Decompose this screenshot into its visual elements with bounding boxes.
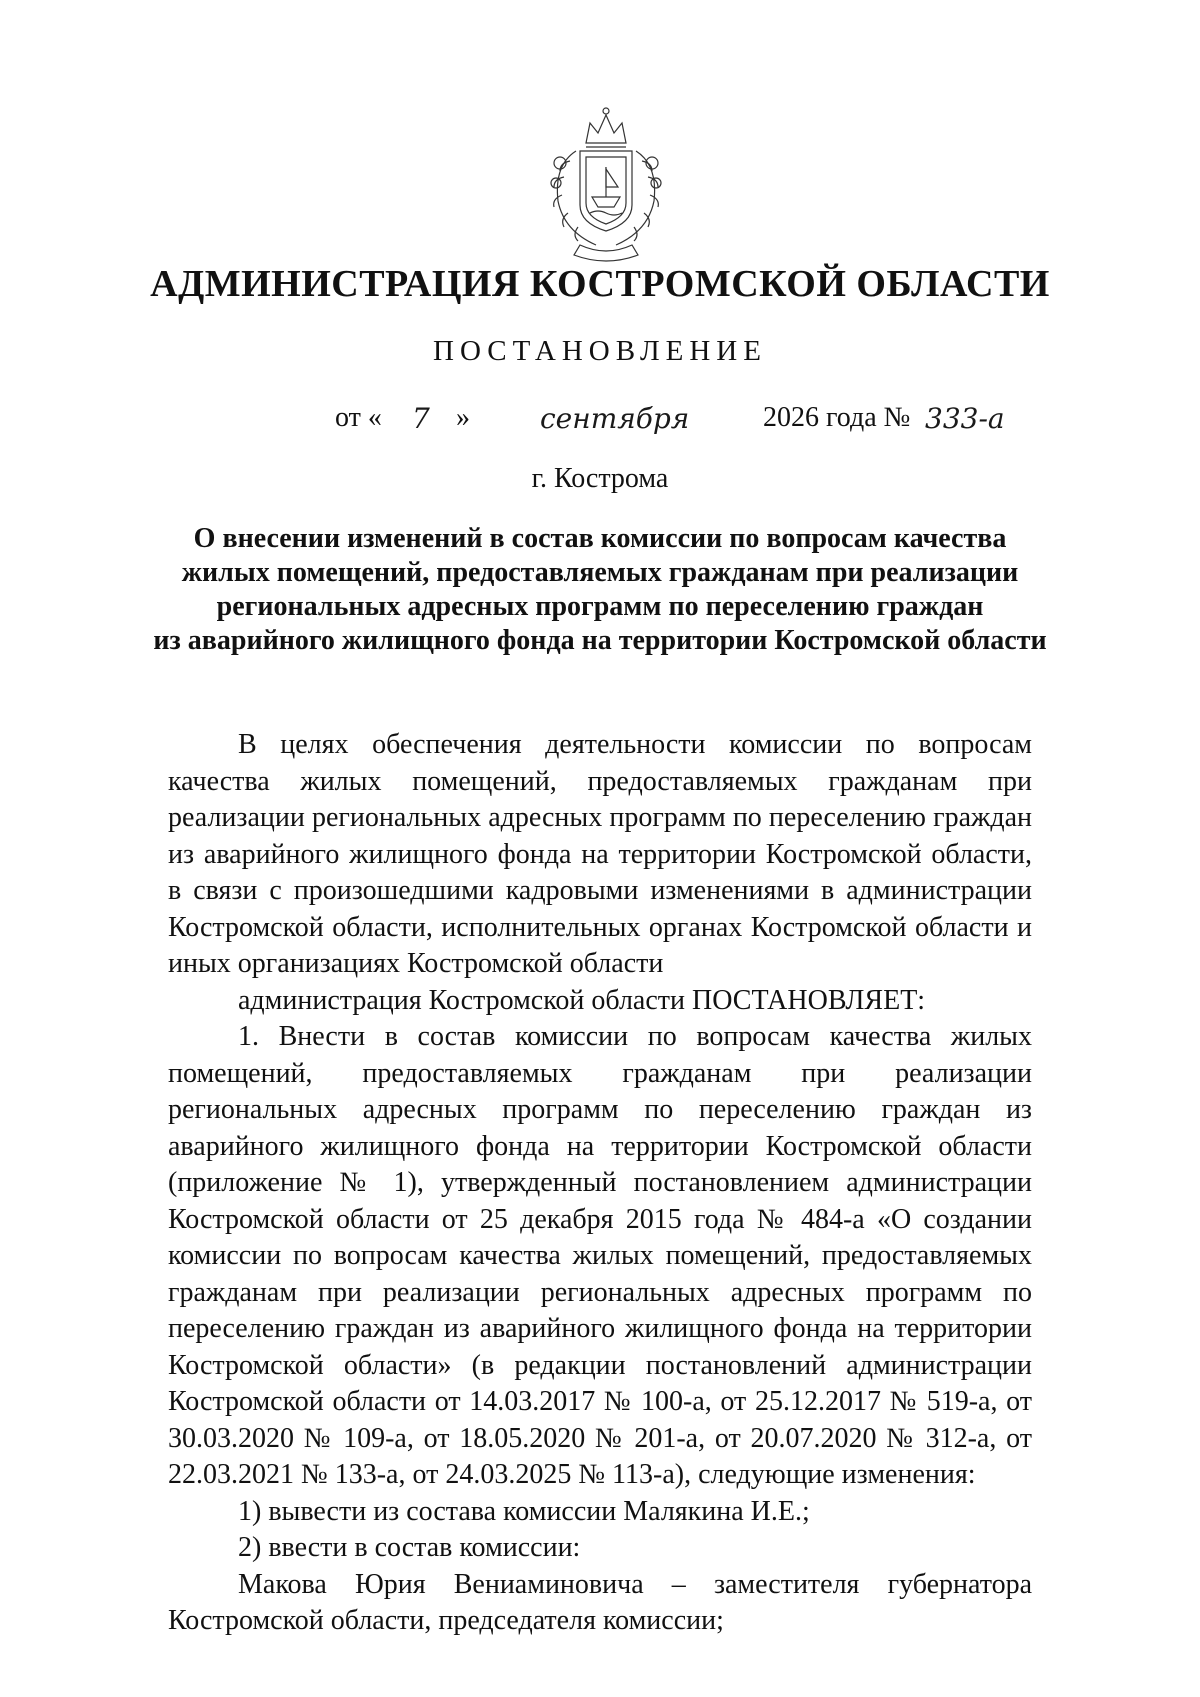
date-prefix: от « xyxy=(335,402,382,433)
item-1-paragraph: 1. Внести в состав комиссии по вопросам качества жилых помещений, предоставляемых гражданам при реализации региональных адресных программ по переселению граждан из аварийного жилищного фонда на территории Костромской области (приложение № 1), утвержденный постановлением администрации Костромской области от 25 декабря 2015 года № 484-а «О создании комиссии по вопросам качества жилых помещений, предоставляемых гражданам при реализации региональных адресных программ по переселению граждан из аварийного жилищного фонда на территории Костромской области» (в редакции постановлений администрации Костромской области от 14.03.2017 № 100-а, от 25.12.2017 № 519-а, от 30.03.2020 № 109-а, от 18.05.2020 № 201-а, от 20.07.2020 № 312-а, от 22.03.2021 № 133-а, от 24.03.2025 № 113-а), следующие изменения: xyxy=(168,1021,1032,1490)
title-line: региональных адресных программ по переселению граждан xyxy=(216,591,984,622)
title-line: О внесении изменений в состав комиссии по вопросам качества xyxy=(193,523,1007,554)
date-month-handwritten: сентября xyxy=(540,402,690,435)
document-number-handwritten: 333-а xyxy=(925,402,1005,435)
member-paragraph: Макова Юрия Вениаминовича – заместителя губернатора Костромской области, председателя комиссии; xyxy=(168,1568,1032,1636)
resolve-paragraph: администрация Костромской области ПОСТАНОВЛЯЕТ: xyxy=(238,984,926,1016)
city: г. Кострома xyxy=(531,463,669,494)
date-line xyxy=(0,402,1200,442)
sub-item-1: 1) вывести из состава комиссии Малякина И.Е.; xyxy=(238,1495,810,1527)
organization-name: АДМИНИСТРАЦИЯ КОСТРОМСКОЙ ОБЛАСТИ xyxy=(150,263,1050,305)
sub-item-2: 2) ввести в состав комиссии: xyxy=(238,1532,581,1563)
title-line: жилых помещений, предоставляемых гражданам при реализации xyxy=(181,557,1019,588)
document-body xyxy=(168,727,1032,1640)
title-line: из аварийного жилищного фонда на территории Костромской области xyxy=(153,625,1047,656)
document-type: ПОСТАНОВЛЕНИЕ xyxy=(433,335,767,367)
preamble-paragraph: В целях обеспечения деятельности комиссии по вопросам качества жилых помещений, предоставляемых гражданам при реализации региональных адресных программ по переселению граждан из аварийного жилищного фонда на территории Костромской области, в связи с произошедшими кадровыми изменениями в администрации Костромской области, исполнительных органах Костромской области и иных организациях Костромской области xyxy=(168,729,1032,979)
date-year-number-label: 2026 года № xyxy=(763,402,911,433)
document-title xyxy=(150,522,1050,658)
date-day-handwritten: 7 xyxy=(412,402,430,435)
kostroma-coat-of-arms-icon xyxy=(540,105,672,265)
date-day-close: » xyxy=(456,402,470,433)
